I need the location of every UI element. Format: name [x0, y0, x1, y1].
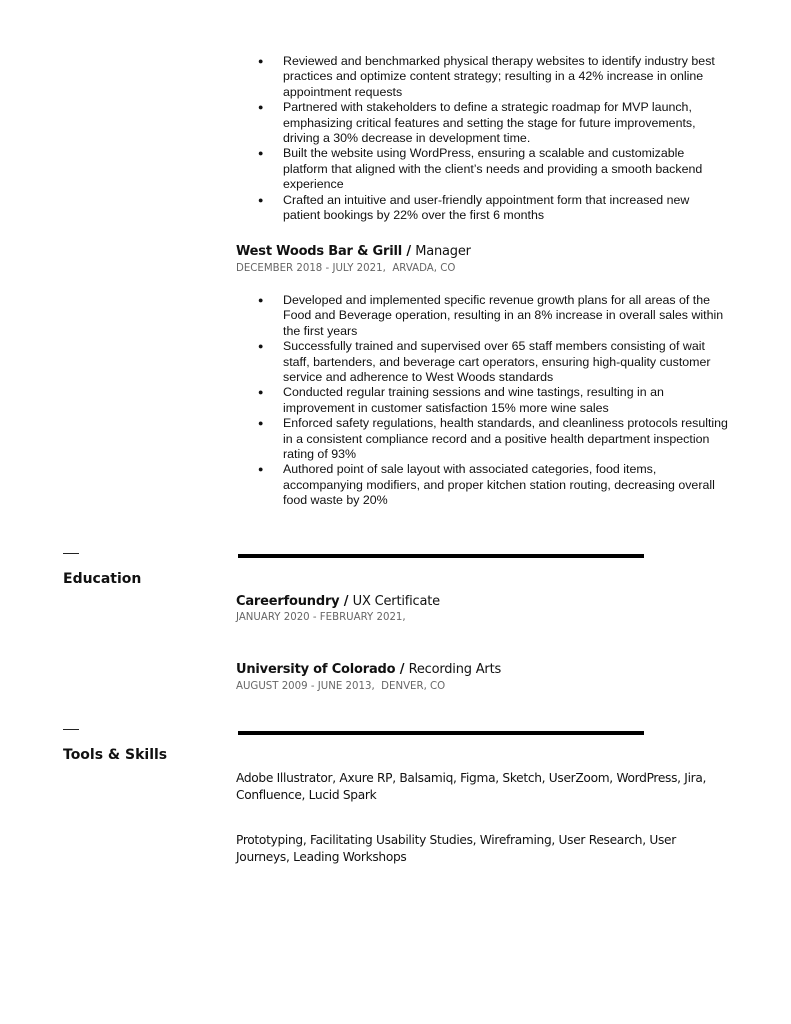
bullet-item: ● Partnered with stakeholders to define a strategic roadmap for MVP launch, emphasizing critical features and setting the stage for future improvements, driving a 30% decrease in development time.: [258, 100, 728, 146]
bullet-item: ● Crafted an intuitive and user-friendly appointment form that increased new patient bookings by 22% over the first 6 months: [258, 193, 728, 224]
bullet-item: ● Reviewed and benchmarked physical therapy websites to identify industry best practices and optimize content strategy; resulting in a 42% increase in online appointment requests: [258, 54, 728, 100]
job-dates: DECEMBER 2018 - JULY 2021, ARVADA, CO: [236, 263, 456, 274]
job-title: [236, 244, 471, 259]
program-name: Recording Arts: [408, 662, 502, 677]
job-role: Manager: [415, 244, 471, 259]
skills-list: Prototyping, Facilitating Usability Studies, Wireframing, User Research, User Journeys, Leading Workshops: [236, 833, 676, 864]
bullet-item: ● Authored point of sale layout with associated categories, food items, accompanying modifiers, and proper kitchen station routing, decreasing overall food waste by 20%: [258, 462, 728, 508]
title-separator: /: [402, 244, 416, 259]
company-name: West Woods Bar & Grill: [236, 244, 403, 259]
education-entry-title: [236, 594, 440, 609]
second-job-bullets: [258, 293, 728, 509]
bullet-item: ● Enforced safety regulations, health standards, and cleanliness protocols resulting in a consistent compliance record and a positive health department inspection rating of 93%: [258, 416, 728, 462]
section-divider: [238, 731, 644, 735]
title-separator: /: [395, 662, 409, 677]
school-name: Careerfoundry: [236, 594, 340, 609]
education-dates: JANUARY 2020 - FEBRUARY 2021,: [236, 612, 406, 623]
education-entry-title: [236, 662, 501, 677]
skills-heading: Tools & Skills: [63, 747, 168, 763]
section-dash: [63, 729, 79, 730]
school-name: University of Colorado: [236, 662, 396, 677]
bullet-item: ● Successfully trained and supervised over 65 staff members consisting of wait staff, bartenders, and beverage cart operators, ensuring high-quality customer service and adherence to West Woods standards: [258, 339, 728, 385]
section-dash: [63, 553, 79, 554]
bullet-item: ● Built the website using WordPress, ensuring a scalable and customizable platform that aligned with the client’s needs and providing a smooth backend experience: [258, 146, 728, 192]
bullet-item: ● Developed and implemented specific revenue growth plans for all areas of the Food and Beverage operation, resulting in an 8% increase in overall sales within the first years: [258, 293, 728, 339]
first-job-bullets: [258, 54, 728, 223]
education-dates: AUGUST 2009 - JUNE 2013, DENVER, CO: [236, 681, 446, 692]
education-heading: Education: [63, 571, 142, 587]
title-separator: /: [339, 594, 353, 609]
bullet-item: ● Conducted regular training sessions and wine tastings, resulting in an improvement in customer satisfaction 15% more wine sales: [258, 385, 728, 416]
program-name: UX Certificate: [352, 594, 440, 609]
section-divider: [238, 554, 644, 558]
tools-list: Adobe Illustrator, Axure RP, Balsamiq, Figma, Sketch, UserZoom, WordPress, Jira, Confluence, Lucid Spark: [236, 771, 707, 802]
